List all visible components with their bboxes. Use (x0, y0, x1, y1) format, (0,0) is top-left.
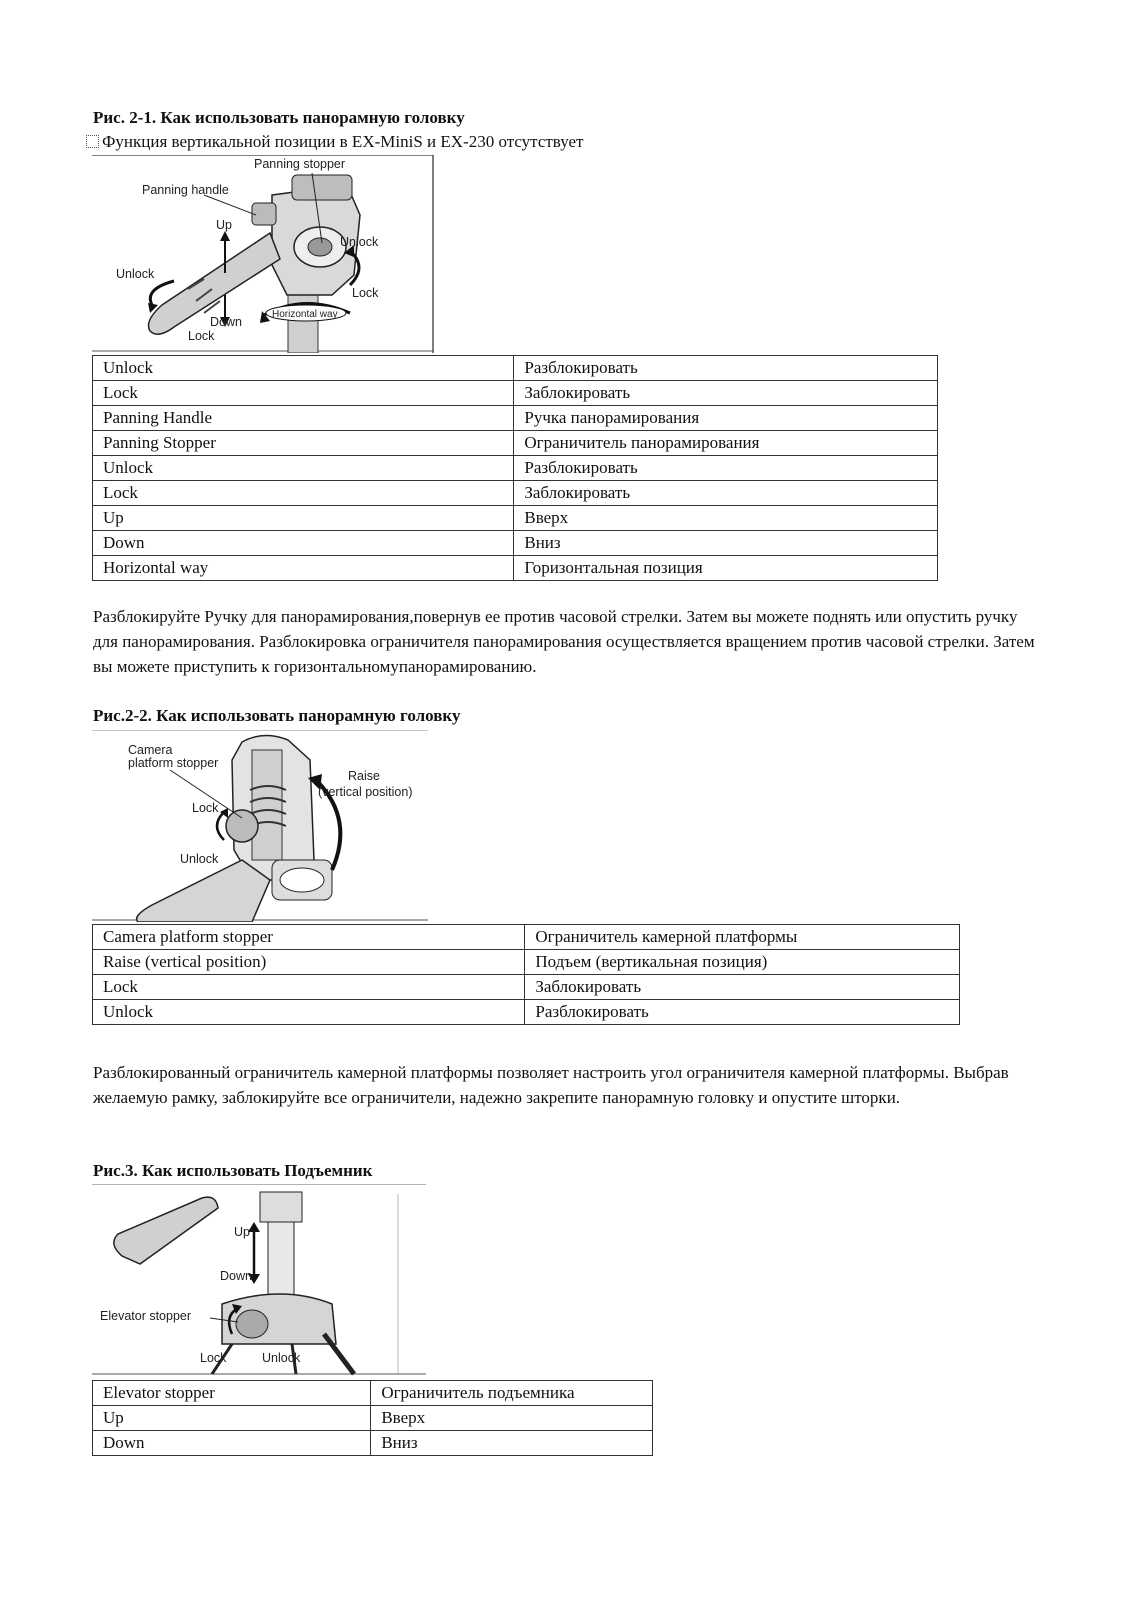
label-raise: Raise (348, 769, 380, 783)
label-lock-right: Lock (352, 286, 379, 300)
label-platform-stopper: platform stopper (128, 756, 219, 770)
term-cell: Raise (vertical position) (93, 950, 525, 975)
translation-cell: Подъем (вертикальная позиция) (525, 950, 960, 975)
label-elevator-stopper: Elevator stopper (100, 1309, 192, 1323)
label-vertical-position: (vertical position) (318, 785, 413, 799)
term-cell: Down (93, 1431, 371, 1456)
translation-cell: Ограничитель камерной платформы (525, 925, 960, 950)
label-camera: Camera (128, 743, 173, 757)
table-row (93, 406, 938, 431)
camera-platform-illustration (92, 730, 428, 922)
table-row (93, 531, 938, 556)
translation-cell: Заблокировать (514, 381, 938, 406)
translation-cell: Ограничитель подъемника (371, 1381, 653, 1406)
term-cell: Lock (93, 975, 525, 1000)
table-row (93, 506, 938, 531)
table-row (93, 481, 938, 506)
label-unlock: Unlock (262, 1351, 301, 1365)
term-cell: Up (93, 1406, 371, 1431)
translation-cell: Разблокировать (514, 456, 938, 481)
table-row (93, 1431, 653, 1456)
fig1-note (86, 132, 584, 152)
table-row (93, 975, 960, 1000)
table-row (93, 456, 938, 481)
elevator-illustration (92, 1184, 426, 1376)
label-lock: Lock (192, 801, 219, 815)
table-row (93, 356, 938, 381)
label-lock: Lock (200, 1351, 227, 1365)
table-row (93, 1406, 653, 1431)
fig2-paragraph: Разблокированный ограничитель камерной платформы позволяет настроить угол ограничителя камерной платформы. Выбрав желаемую рамку, заблокируйте все ограничители, надежно закрепите панорамную головку и опустите шторки. (93, 1063, 1009, 1107)
panning-head-illustration (92, 155, 434, 353)
label-down: Down (210, 315, 242, 329)
translation-cell: Разблокировать (525, 1000, 960, 1025)
table-row (93, 925, 960, 950)
label-down: Down (220, 1269, 252, 1283)
translation-cell: Вниз (371, 1431, 653, 1456)
term-cell: Panning Handle (93, 406, 514, 431)
table-row (93, 1000, 960, 1025)
label-unlock-right: Unlock (340, 235, 379, 249)
fig1-title: Рис. 2-1. Как использовать панорамную головку (93, 108, 465, 127)
translation-cell: Разблокировать (514, 356, 938, 381)
term-cell: Elevator stopper (93, 1381, 371, 1406)
term-cell: Up (93, 506, 514, 531)
translation-cell: Вверх (371, 1406, 653, 1431)
table-row (93, 950, 960, 975)
term-cell: Unlock (93, 356, 514, 381)
term-cell: Camera platform stopper (93, 925, 525, 950)
table-row (93, 381, 938, 406)
translation-cell: Заблокировать (525, 975, 960, 1000)
fig3-title: Рис.3. Как использовать Подъемник (93, 1161, 373, 1180)
table-row (93, 431, 938, 456)
term-cell: Lock (93, 481, 514, 506)
term-cell: Down (93, 531, 514, 556)
translation-cell: Заблокировать (514, 481, 938, 506)
placeholder-glyph-icon (86, 135, 99, 148)
label-panning-stopper: Panning stopper (254, 157, 346, 171)
label-lock-bottom: Lock (188, 329, 215, 343)
fig1-note-text: Функция вертикальной позиции в EX-MiniS и EX-230 отсутствует (102, 132, 584, 151)
fig3-table (92, 1380, 653, 1456)
term-cell: Horizontal way (93, 556, 514, 581)
translation-cell: Ручка панорамирования (514, 406, 938, 431)
term-cell: Unlock (93, 1000, 525, 1025)
translation-cell: Ограничитель панорамирования (514, 431, 938, 456)
term-cell: Panning Stopper (93, 431, 514, 456)
translation-cell: Горизонтальная позиция (514, 556, 938, 581)
label-up: Up (234, 1225, 250, 1239)
label-horizontal-way: Horizontal way (272, 309, 338, 320)
term-cell: Unlock (93, 456, 514, 481)
fig2-table (92, 924, 960, 1025)
fig1-paragraph: Разблокируйте Ручку для панорамирования,повернув ее против часовой стрелки. Затем вы можете поднять или опустить ручку для панорамирования. Разблокировка ограничителя панорамирования осуществляется вращением против часовой стрелки. Затем вы можете приступить к горизонтальномупанорамированию. (93, 607, 1035, 676)
table-row (93, 1381, 653, 1406)
term-cell: Lock (93, 381, 514, 406)
label-unlock-left: Unlock (116, 267, 155, 281)
fig2-title: Рис.2-2. Как использовать панорамную головку (93, 706, 461, 725)
label-up: Up (216, 218, 232, 232)
label-panning-handle: Panning handle (142, 183, 229, 197)
translation-cell: Вверх (514, 506, 938, 531)
label-unlock: Unlock (180, 852, 219, 866)
table-row (93, 556, 938, 581)
translation-cell: Вниз (514, 531, 938, 556)
fig1-table (92, 355, 938, 581)
